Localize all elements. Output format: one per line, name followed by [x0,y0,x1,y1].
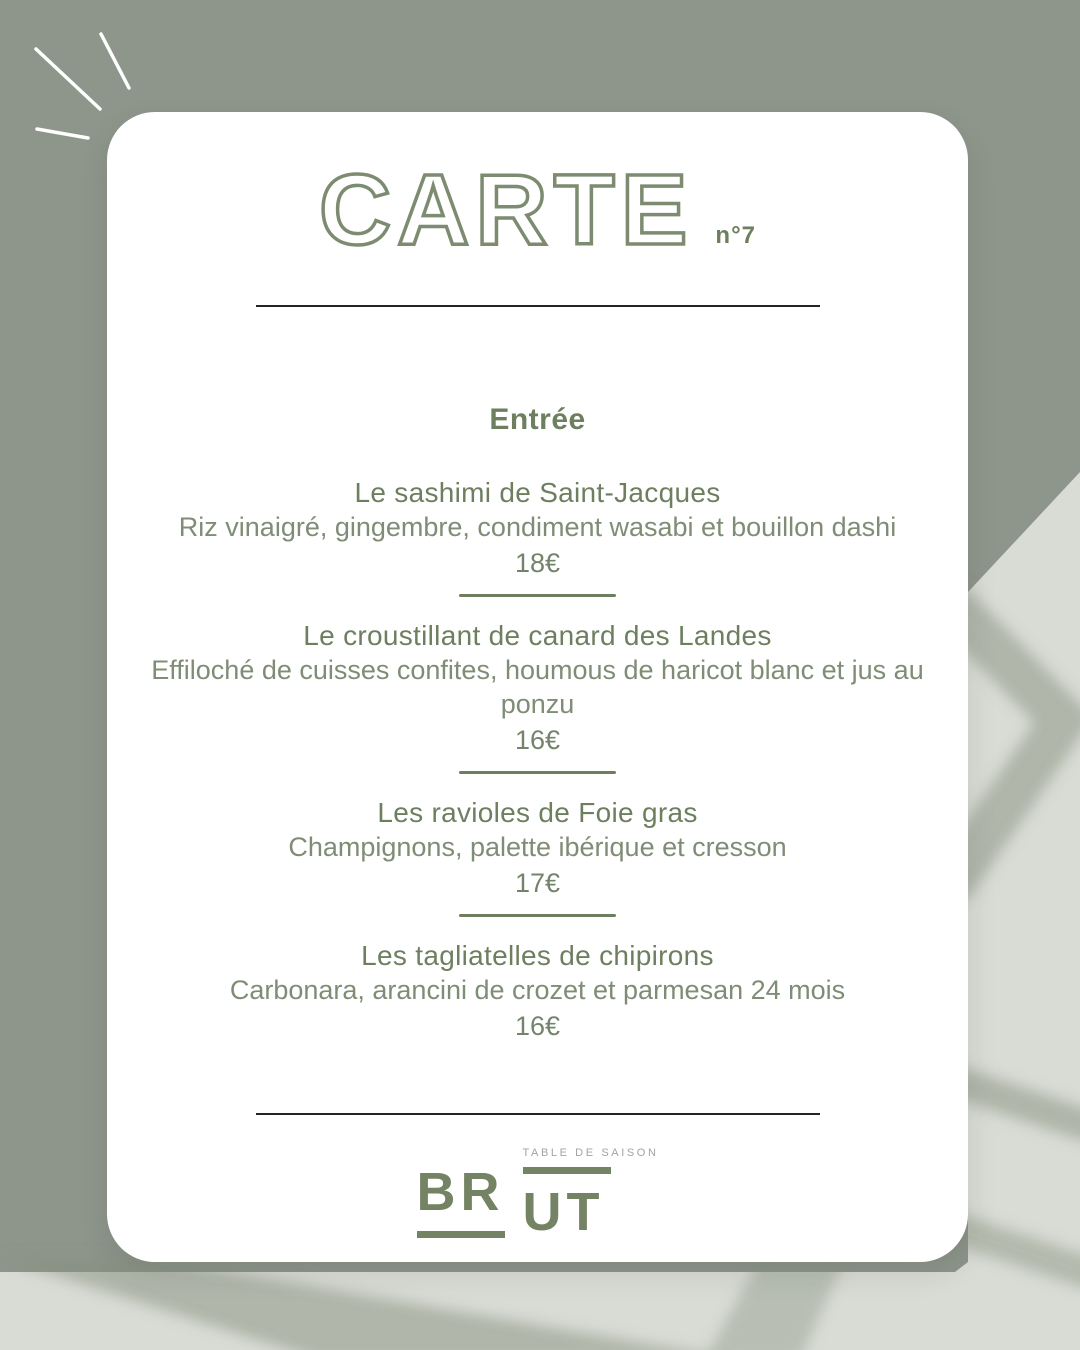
sparkle-icon [36,34,129,138]
menu-card [107,112,968,1262]
logo-right-block [522,1147,659,1242]
item-description: Effiloché de cuisses confites, houmous de haricot blanc et jus au ponzu [151,655,924,719]
logo-br-letters: BR [416,1162,505,1222]
item-divider [459,914,616,917]
logo-overline-bar [523,1167,611,1174]
item-description: Champignons, palette ibérique et cresson [288,832,787,862]
item-divider [459,771,616,774]
menu-item [107,795,968,917]
item-name: Le sashimi de Saint-Jacques [354,477,721,508]
item-description: Riz vinaigré, gingembre, condiment wasabi et bouillon dashi [178,512,897,542]
title-divider [256,305,820,307]
logo-left-block [416,1162,505,1238]
item-price: 18€ [514,548,561,578]
item-price: 17€ [514,868,561,898]
menu-title-row [107,154,968,266]
item-name: Le croustillant de canard des Landes [303,620,772,651]
logo-underline-bar [417,1231,505,1238]
menu-number: n°7 [715,222,757,249]
menu-item [107,618,968,774]
item-price: 16€ [514,1011,561,1041]
logo-tagline: TABLE DE SAISON [522,1147,659,1159]
footer-divider [256,1113,820,1115]
item-name: Les tagliatelles de chipirons [361,940,714,971]
menu-title: CARTE [318,154,694,266]
menu-item [107,475,968,597]
item-description: Carbonara, arancini de crozet et parmesan 24 mois [229,975,846,1005]
section-heading: Entrée [489,403,586,436]
item-divider [459,594,616,597]
menu-item [107,938,968,1043]
item-name: Les ravioles de Foie gras [377,797,698,828]
logo-ut-letters: UT [522,1182,605,1242]
brand-logo [107,1147,968,1242]
menu-list [107,475,968,1043]
item-price: 16€ [514,725,561,755]
